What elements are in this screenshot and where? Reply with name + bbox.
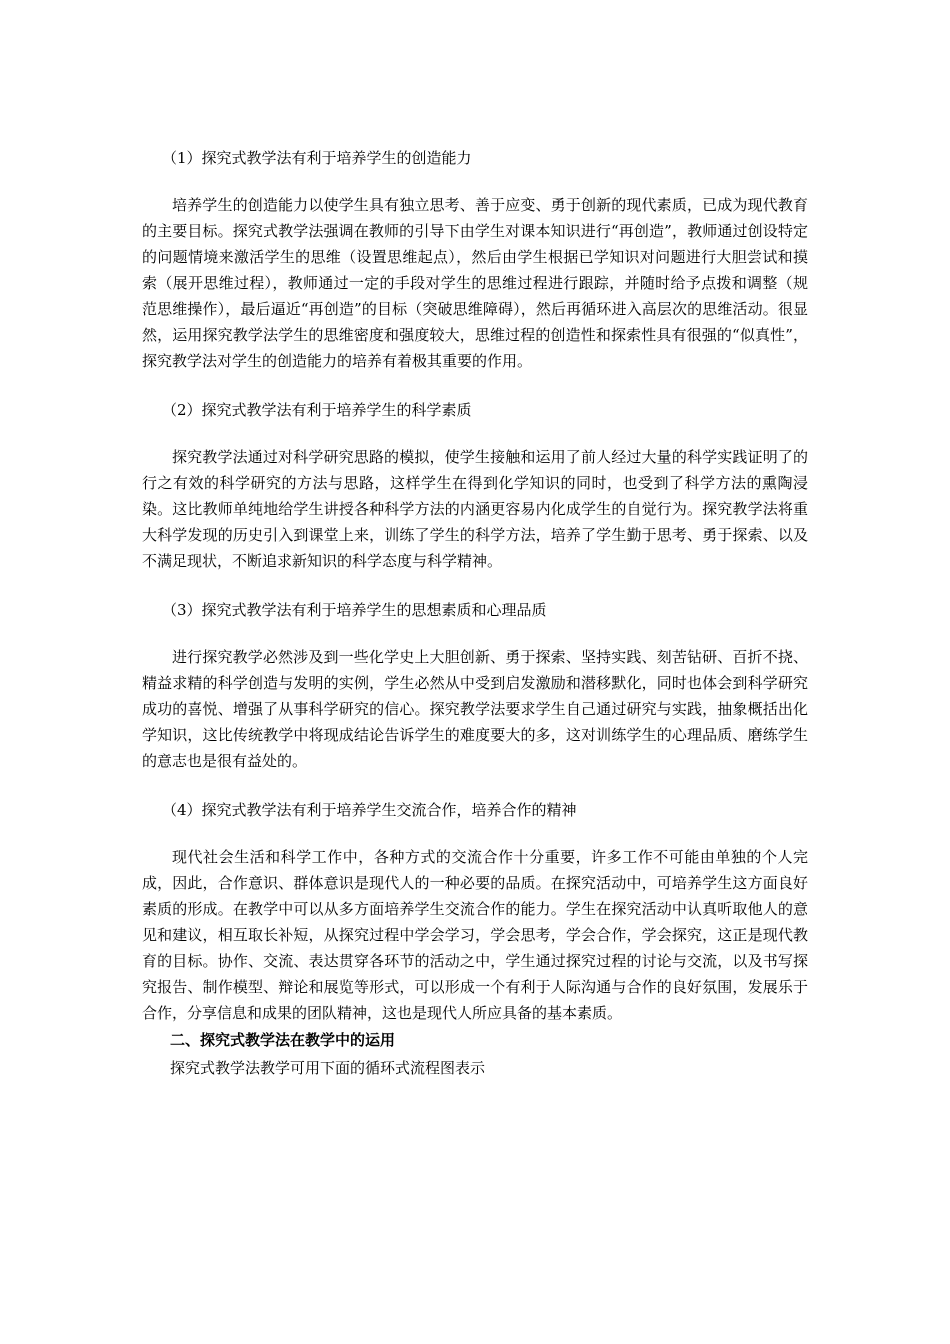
subheading-1: （1）探究式教学法有利于培养学生的创造能力 bbox=[162, 149, 472, 167]
section-title: 二、探究式教学法在教学中的运用 bbox=[170, 1031, 396, 1049]
paragraph-1: 培养学生的创造能力以使学生具有独立思考、善于应变、勇于创新的现代素质，已成为现代教育的主要目标。探究式教学法强调在教师的引导下由学生对课本知识进行“再创造”，教师通过创设特定的问题情境来激活学生的思维（设置思维起点），然后由学生根据已学知识对问题进行大胆尝试和摸索（展开思维过程），教师通过一定的手段对学生的思维过程进行跟踪，并随时给予点拨和调整（规范思维操作），最后逼近“再创造”的目标（突破思维障碍），然后再循环进入高层次的思维活动。很显然，运用探究教学法学生的思维密度和强度较大，思维过程的创造性和探索性具有很强的“似真性”，探究教学法对学生的创造能力的培养有着极其重要的作用。 bbox=[142, 196, 808, 370]
subheading-4: （4）探究式教学法有利于培养学生交流合作，培养合作的精神 bbox=[162, 801, 577, 819]
subheading-2: （2）探究式教学法有利于培养学生的科学素质 bbox=[162, 401, 472, 419]
paragraph-3: 进行探究教学必然涉及到一些化学史上大胆创新、勇于探索、坚持实践、刻苦钻研、百折不挠、精益求精的科学创造与发明的实例，学生必然从中受到启发激励和潜移默化，同时也体会到科学研究成功的喜悦、增强了从事科学研究的信心。探究教学法要求学生自己通过研究与实践，抽象概括出化学知识，这比传统教学中将现成结论告诉学生的难度要大的多，这对训练学生的心理品质、磨练学生的意志也是很有益处的。 bbox=[142, 648, 808, 770]
section-intro: 探究式教学法教学可用下面的循环式流程图表示 bbox=[170, 1059, 486, 1077]
document-body bbox=[142, 144, 808, 1082]
subheading-3: （3）探究式教学法有利于培养学生的思想素质和心理品质 bbox=[162, 601, 547, 619]
paragraph-4: 现代社会生活和科学工作中，各种方式的交流合作十分重要，许多工作不可能由单独的个人完成，因此，合作意识、群体意识是现代人的一种必要的品质。在探究活动中，可培养学生这方面良好素质的形成。在教学中可以从多方面培养学生交流合作的能力。学生在探究活动中认真听取他人的意见和建议，相互取长补短，从探究过程中学会学习，学会思考，学会合作，学会探究，这正是现代教育的目标。协作、交流、表达贯穿各环节的活动之中，学生通过探究过程的讨论与交流，以及书写探究报告、制作模型、辩论和展览等形式，可以形成一个有利于人际沟通与合作的良好氛围，发展乐于合作，分享信息和成果的团队精神，这也是现代人所应具备的基本素质。 bbox=[142, 848, 808, 1022]
paragraph-2: 探究教学法通过对科学研究思路的模拟，使学生接触和运用了前人经过大量的科学实践证明了的行之有效的科学研究的方法与思路，这样学生在得到化学知识的同时，也受到了科学方法的熏陶浸染。这比教师单纯地给学生讲授各种科学方法的内涵更容易内化成学生的自觉行为。探究教学法将重大科学发现的历史引入到课堂上来，训练了学生的科学方法，培养了学生勤于思考、勇于探索、以及不满足现状，不断追求新知识的科学态度与科学精神。 bbox=[142, 448, 808, 570]
